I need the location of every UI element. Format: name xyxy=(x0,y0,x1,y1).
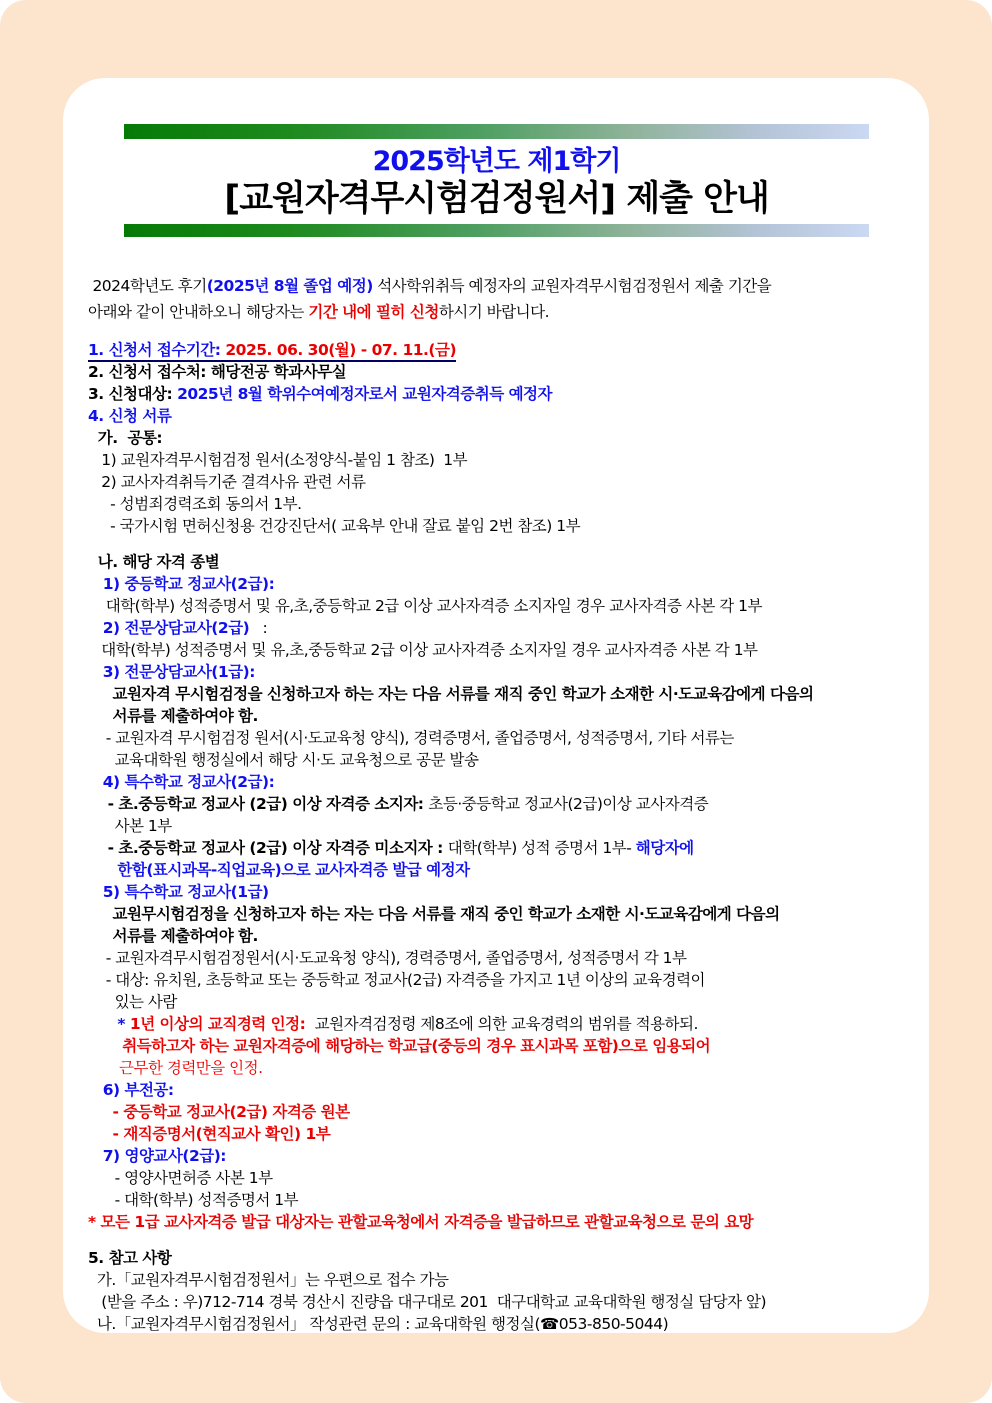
text-line xyxy=(88,925,907,947)
text-line xyxy=(88,617,907,639)
announcement-document xyxy=(63,78,929,1333)
text-line xyxy=(88,969,907,991)
text-segment: 5) 특수학교 정교사(1급) xyxy=(88,883,269,901)
text-segment: 3. 신청대상: xyxy=(88,385,178,403)
text-segment: 하시기 바랍니다. xyxy=(438,303,549,321)
text-line xyxy=(88,1057,907,1079)
text-line xyxy=(88,815,907,837)
text-segment: 4. 신청 서류 xyxy=(88,407,172,425)
document-header xyxy=(124,124,869,237)
text-line xyxy=(88,427,907,449)
text-segment: 한함(표시과목-직업교육)으로 교사자격증 발급 예정자 xyxy=(88,861,470,879)
text-segment: 2025년 8월 학위수여예정자로서 교원자격증취득 예정자 xyxy=(177,385,553,403)
text-segment: 가.「교원자격무시험검정원서」는 우편으로 접수 가능 xyxy=(88,1271,449,1289)
text-segment: 교원무시험검정을 신청하고자 하는 자는 다음 서류를 재직 중인 학교가 소재한 시·도교육감에게 다음의 xyxy=(88,905,780,923)
text-line xyxy=(88,1145,907,1167)
text-segment: 1) 교원자격무시험검정 원서(소정양식-붙임 1 참조) 1부 xyxy=(88,451,468,469)
text-line xyxy=(88,947,907,969)
text-segment: 나. 해당 자격 종별 xyxy=(88,553,220,571)
text-segment: - 대상: 유치원, 초등학교 또는 중등학교 정교사(2급) 자격증을 가지고 1년 이상의 교육경력이 xyxy=(88,971,706,989)
header-subtitle: 2025학년도 제1학기 xyxy=(372,146,621,177)
blank-line xyxy=(88,325,907,339)
text-segment: - 교원자격무시험검정원서(시·도교육청 양식), 경력증명서, 졸업증명서, 성적증명서 각 1부 xyxy=(88,949,687,967)
text-line xyxy=(88,771,907,793)
text-line xyxy=(88,361,907,383)
text-segment: 7) 영양교사(2급): xyxy=(88,1147,226,1165)
text-line xyxy=(88,903,907,925)
text-line xyxy=(88,1035,907,1057)
text-line xyxy=(88,1013,907,1035)
text-segment: 서류를 제출하여야 함. xyxy=(88,707,258,725)
text-segment: 교원자격 무시험검정을 신청하고자 하는 자는 다음 서류를 재직 중인 학교가 소재한 시·도교육감에게 다음의 xyxy=(88,685,814,703)
text-segment: 기간 내에 필히 신청 xyxy=(308,303,439,321)
text-segment: 1. 신청서 접수기간: xyxy=(88,341,226,359)
text-line xyxy=(88,991,907,1013)
text-line xyxy=(88,1247,907,1269)
text-line xyxy=(88,881,907,903)
text-segment: - 교원자격 무시험검정 원서(시·도교육청 양식), 경력증명서, 졸업증명서, 성적증명서, 기타 서류는 xyxy=(88,729,734,747)
text-segment: 5. 참고 사항 xyxy=(88,1249,172,1267)
text-segment: 2024학년도 후기 xyxy=(88,277,207,295)
text-segment: * xyxy=(88,1015,130,1033)
text-segment: - 대학(학부) 성적증명서 1부 xyxy=(88,1191,299,1209)
header-title: [교원자격무시험검정원서] 제출 안내 xyxy=(224,179,769,219)
blank-line xyxy=(88,537,907,551)
text-segment: 대학(학부) 성적 증명서 1부- xyxy=(447,839,636,857)
header-top-gradient-bar xyxy=(124,124,869,139)
text-segment: 교육대학원 행정실에서 해당 시·도 교육청으로 공문 발송 xyxy=(88,751,479,769)
text-line xyxy=(88,1079,907,1101)
text-segment: 대학(학부) 성적증명서 및 유,초,중등학교 2급 이상 교사자격증 소지자일 경우 교사자격증 사본 각 1부 xyxy=(88,597,762,615)
text-line xyxy=(88,1123,907,1145)
text-segment: 석사학위취득 예정자의 교원자격무시험검정원서 제출 기간을 xyxy=(372,277,772,295)
text-segment: : xyxy=(249,619,268,637)
text-segment: - 초.중등학교 정교사 (2급) 이상 자격증 미소지자 : xyxy=(88,839,448,857)
document-body xyxy=(88,273,907,1333)
text-line xyxy=(88,1291,907,1313)
text-line xyxy=(88,405,907,427)
text-line xyxy=(88,837,907,859)
text-line xyxy=(88,661,907,683)
text-segment: 교원자격검정령 제8조에 의한 교육경력의 범위를 적용하되. xyxy=(310,1015,698,1033)
text-segment: 근무한 경력만을 인정. xyxy=(88,1059,263,1077)
header-bottom-gradient-bar xyxy=(124,224,869,237)
text-line xyxy=(88,1189,907,1211)
text-line xyxy=(88,1101,907,1123)
text-segment: * 모든 1급 교사자격증 발급 대상자는 관할교육청에서 자격증을 발급하므로 관할교육청으로 문의 요망 xyxy=(88,1213,754,1231)
text-segment: 서류를 제출하여야 함. xyxy=(88,927,258,945)
text-line xyxy=(88,273,907,299)
text-line xyxy=(88,705,907,727)
text-line xyxy=(88,449,907,471)
text-segment: 2) 전문상담교사(2급) xyxy=(88,619,250,637)
text-segment: 있는 사람 xyxy=(88,993,177,1011)
text-segment: - 국가시험 면허신청용 건강진단서( 교육부 안내 잘료 붙임 2번 참조) 1부 xyxy=(88,517,581,535)
text-segment: 취득하고자 하는 교원자격증에 해당하는 학교급(중등의 경우 표시과목 포함)으로 임용되어 xyxy=(88,1037,711,1055)
blank-line xyxy=(88,1233,907,1247)
text-line xyxy=(88,299,907,325)
text-segment: 초등·중등학교 정교사(2급)이상 교사자격증 xyxy=(428,795,709,813)
text-segment: 1년 이상의 교직경력 인정: xyxy=(129,1015,311,1033)
text-segment: - 재직증명서(현직교사 확인) 1부 xyxy=(88,1125,331,1143)
text-line xyxy=(88,639,907,661)
text-line xyxy=(88,383,907,405)
text-line xyxy=(88,551,907,573)
text-segment: 해당자에 xyxy=(635,839,694,857)
text-line xyxy=(88,595,907,617)
text-line xyxy=(88,749,907,771)
underlined-text xyxy=(88,341,456,362)
text-segment: - 성범죄경력조회 동의서 1부. xyxy=(88,495,302,513)
text-line xyxy=(88,471,907,493)
text-line xyxy=(88,1313,907,1333)
text-segment: 3) 전문상담교사(1급): xyxy=(88,663,255,681)
text-segment: 대학(학부) 성적증명서 및 유,초,중등학교 2급 이상 교사자격증 소지자일 경우 교사자격증 사본 각 1부 xyxy=(88,641,758,659)
text-segment: 가. 공통: xyxy=(88,429,163,447)
text-segment: 2) 교사자격취득기준 결격사유 관련 서류 xyxy=(88,473,366,491)
text-line xyxy=(88,793,907,815)
text-segment: (2025년 8월 졸업 예정) xyxy=(206,277,373,295)
text-segment: 2025. 06. 30(월) - 07. 11.(금) xyxy=(225,341,457,359)
text-line xyxy=(88,493,907,515)
text-line xyxy=(88,1167,907,1189)
text-line xyxy=(88,573,907,595)
text-segment: - 영양사면허증 사본 1부 xyxy=(88,1169,273,1187)
text-segment: 2. 신청서 접수처: 해당전공 학과사무실 xyxy=(88,363,347,381)
text-segment: - 초.중등학교 정교사 (2급) 이상 자격증 소지자: xyxy=(88,795,429,813)
text-line xyxy=(88,515,907,537)
text-segment: - 중등학교 정교사(2급) 자격증 원본 xyxy=(88,1103,350,1121)
text-segment: 6) 부전공: xyxy=(88,1081,174,1099)
text-segment: (받을 주소 : 우)712-714 경북 경산시 진량읍 대구대로 201 대구대학교 교육대학원 행정실 담당자 앞) xyxy=(88,1293,767,1311)
text-line xyxy=(88,1211,907,1233)
text-segment: 사본 1부 xyxy=(88,817,172,835)
text-segment: 나.「교원자격무시험검정원서」 작성관련 문의 : 교육대학원 행정실(☎053-850-5044) xyxy=(88,1315,669,1333)
text-line xyxy=(88,683,907,705)
text-segment: 4) 특수학교 정교사(2급): xyxy=(88,773,275,791)
text-line xyxy=(88,339,907,361)
text-line xyxy=(88,859,907,881)
text-line xyxy=(88,727,907,749)
text-segment: 아래와 같이 안내하오니 해당자는 xyxy=(88,303,309,321)
text-segment: 1) 중등학교 정교사(2급): xyxy=(88,575,275,593)
text-line xyxy=(88,1269,907,1291)
